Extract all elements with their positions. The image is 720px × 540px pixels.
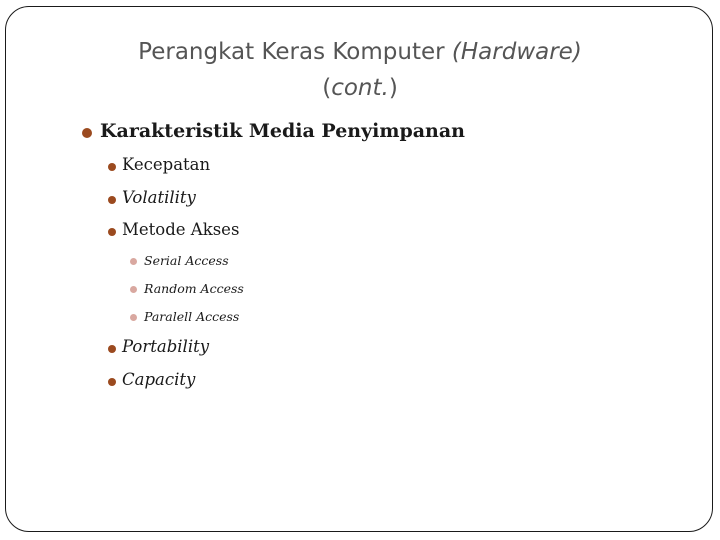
- title-main: Perangkat Keras Komputer: [138, 39, 452, 65]
- bullet-icon: [130, 258, 137, 265]
- slide-title: [0, 34, 720, 106]
- sub-item-serial-access: Serial Access: [144, 253, 229, 268]
- bullet-icon: [108, 163, 116, 171]
- bullet-icon: [82, 128, 92, 138]
- heading-karakteristik: Karakteristik Media Penyimpanan: [100, 120, 465, 142]
- bullet-icon: [108, 345, 116, 353]
- list-item-volatility: Volatility: [122, 188, 196, 207]
- title-italic: (Hardware): [451, 39, 582, 65]
- title-line2-suffix: ): [388, 75, 398, 101]
- list-item-kecepatan: Kecepatan: [122, 155, 211, 174]
- bullet-icon: [108, 196, 116, 204]
- list-item-metode-akses: Metode Akses: [122, 220, 240, 239]
- bullet-icon: [108, 228, 116, 236]
- title-line2-prefix: (: [322, 75, 332, 101]
- bullet-icon: [108, 378, 116, 386]
- title-line2: [0, 70, 720, 106]
- sub-item-paralell-access: Paralell Access: [144, 309, 240, 324]
- bullet-icon: [130, 286, 137, 293]
- bullet-icon: [130, 314, 137, 321]
- list-item-portability: Portability: [122, 337, 210, 356]
- sub-item-random-access: Random Access: [144, 281, 244, 296]
- title-line2-italic: cont.: [331, 75, 389, 101]
- list-item-capacity: Capacity: [122, 370, 196, 389]
